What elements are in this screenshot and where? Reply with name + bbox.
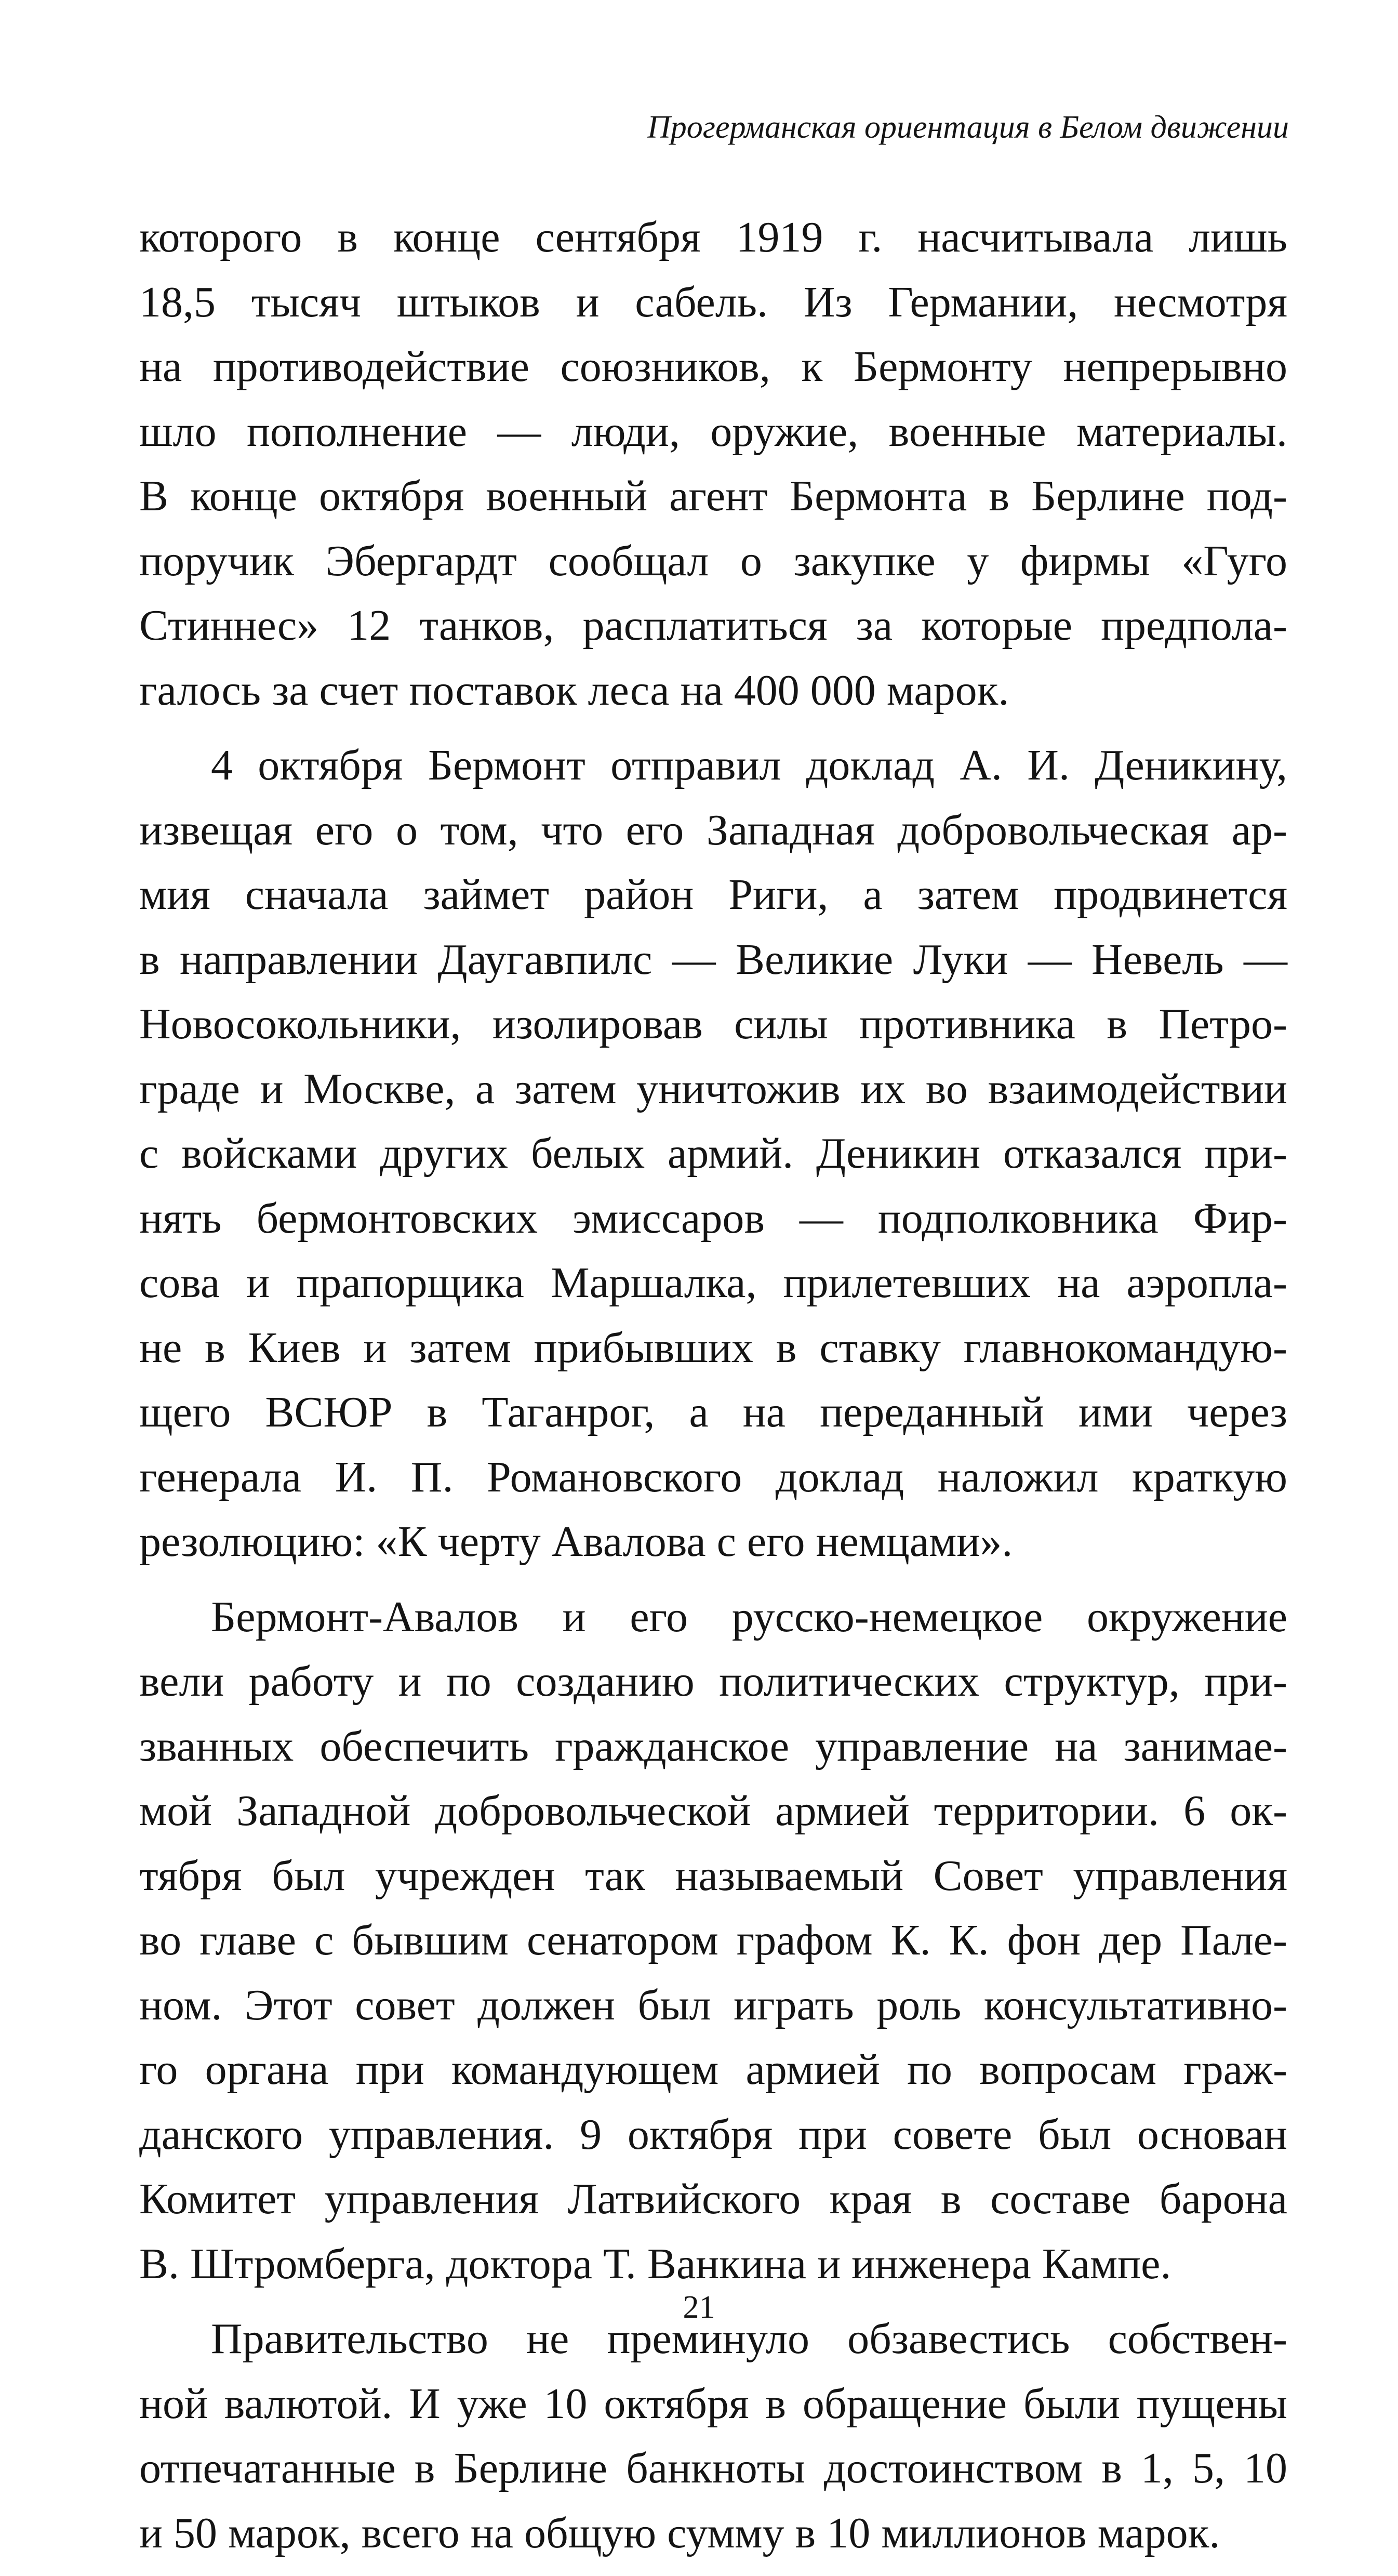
body-text xyxy=(139,205,1287,2576)
text-line: галось за счет поставок леса на 400 000 марок. xyxy=(139,666,1009,715)
text-line: извещая его о том, что его Западная добровольческая ар- xyxy=(139,805,1287,854)
text-line: поручик Эбергардт сообщал о закупке у фирмы «Гуго xyxy=(139,536,1287,585)
text-line: мой Западной добровольческой армией территории. 6 ок- xyxy=(139,1787,1287,1835)
text-line: Стиннес» 12 танков, расплатиться за которые предпола- xyxy=(139,601,1287,650)
text-line: щего ВСЮР в Таганрог, а на переданный ими через xyxy=(139,1388,1287,1436)
text-line: тября был учрежден так называемый Совет управления xyxy=(139,1851,1287,1900)
text-line: нять бермонтовских эмиссаров — подполковника Фир- xyxy=(139,1194,1287,1243)
paragraph xyxy=(139,205,1287,723)
text-line: шло пополнение — люди, оружие, военные материалы. xyxy=(139,407,1287,456)
paragraph xyxy=(139,2307,1287,2566)
text-line: вели работу и по созданию политических структур, при- xyxy=(139,1657,1287,1706)
text-line: ной валютой. И уже 10 октября в обращение были пущены xyxy=(139,2379,1287,2428)
text-line: данского управления. 9 октября при совете был основан xyxy=(139,2110,1287,2159)
text-line: не в Киев и затем прибывших в ставку главнокомандую- xyxy=(139,1323,1287,1372)
running-head: Прогерманская ориентация в Белом движении xyxy=(647,110,1289,145)
text-line: В. Штромберга, доктора Т. Ванкина и инженера Кампе. xyxy=(139,2239,1171,2288)
text-line: 18,5 тысяч штыков и сабель. Из Германии, несмотря xyxy=(139,278,1287,326)
text-line: мия сначала займет район Риги, а затем продвинется xyxy=(139,870,1287,919)
text-line: и 50 марок, всего на общую сумму в 10 миллионов марок. xyxy=(139,2508,1220,2557)
text-line: в направлении Даугавпилс — Великие Луки — Невель — xyxy=(139,935,1287,984)
text-line: 4 октября Бермонт отправил доклад А. И. Деникину, xyxy=(211,741,1287,789)
text-line: ном. Этот совет должен был играть роль консультативно- xyxy=(139,1980,1287,2029)
text-line: генерала И. П. Романовского доклад наложил краткую xyxy=(139,1452,1287,1501)
text-line: Правительство не преминуло обзавестись собствен- xyxy=(211,2315,1287,2363)
text-line: с войсками других белых армий. Деникин отказался при- xyxy=(139,1129,1287,1178)
page-number: 21 xyxy=(683,2290,715,2325)
text-line: Новосокольники, изолировав силы противника в Петро- xyxy=(139,1000,1287,1048)
paragraph xyxy=(139,733,1287,1575)
paragraph xyxy=(139,1585,1287,2297)
text-line: граде и Москве, а затем уничтожив их во взаимодействии xyxy=(139,1064,1287,1113)
text-line: во главе с бывшим сенатором графом К. К. фон дер Пале- xyxy=(139,1916,1287,1964)
text-line: го органа при командующем армией по вопросам граж- xyxy=(139,2045,1287,2094)
text-line: Комитет управления Латвийского края в составе барона xyxy=(139,2175,1287,2223)
text-line: отпечатанные в Берлине банкноты достоинством в 1, 5, 10 xyxy=(139,2444,1287,2492)
text-line: резолюцию: «К черту Авалова с его немцами». xyxy=(139,1517,1013,1566)
text-line: Бермонт-Авалов и его русско-немецкое окружение xyxy=(211,1592,1287,1641)
text-line: званных обеспечить гражданское управление на занимае- xyxy=(139,1722,1287,1771)
text-line: В конце октября военный агент Бермонта в Берлине под- xyxy=(139,472,1287,520)
text-line: сова и прапорщика Маршалка, прилетевших на аэропла- xyxy=(139,1259,1287,1307)
text-line: которого в конце сентября 1919 г. насчитывала лишь xyxy=(139,213,1287,261)
text-line: на противодействие союзников, к Бермонту непрерывно xyxy=(139,342,1287,391)
